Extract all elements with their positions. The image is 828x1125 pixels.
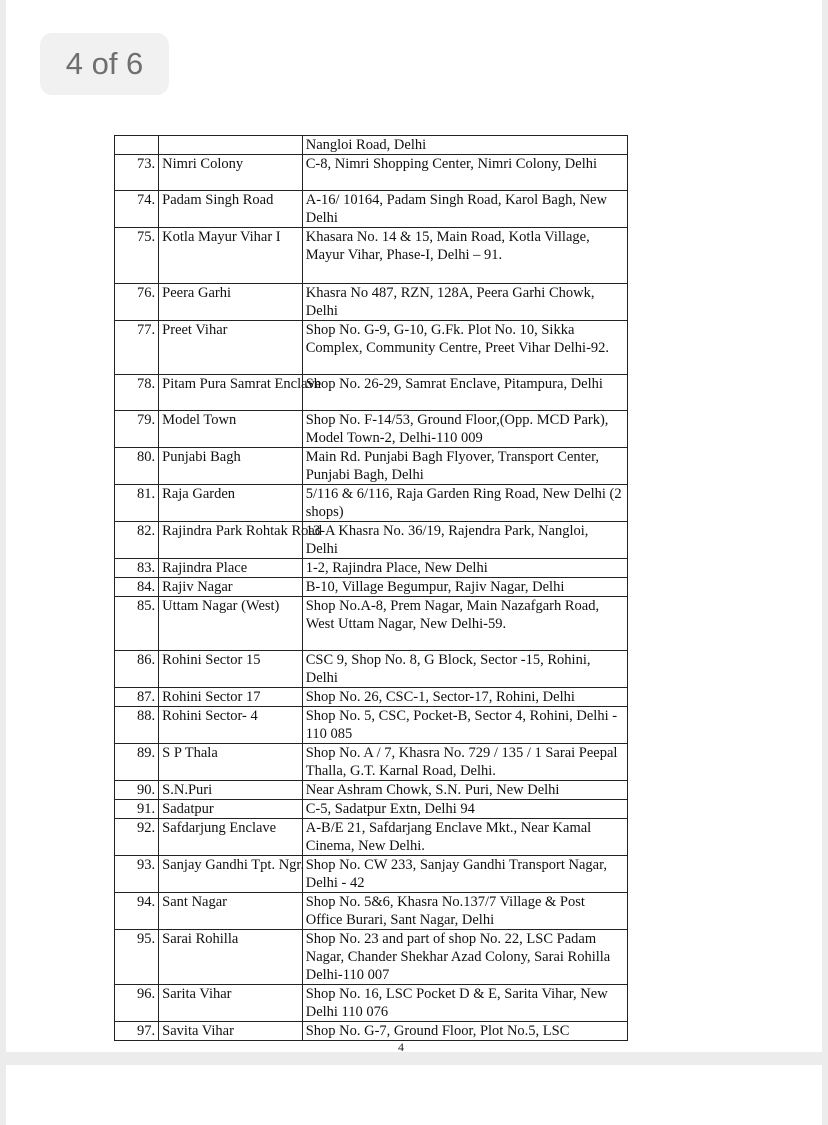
serial-number-cell bbox=[115, 136, 159, 155]
table-row bbox=[115, 321, 628, 375]
location-cell: Sarita Vihar bbox=[159, 985, 303, 1022]
location-cell: Uttam Nagar (West) bbox=[159, 597, 303, 651]
address-cell: C-8, Nimri Shopping Center, Nimri Colony, Delhi bbox=[302, 155, 627, 191]
address-cell: 13-A Khasra No. 36/19, Rajendra Park, Nangloi, Delhi bbox=[302, 522, 627, 559]
location-cell: Raja Garden bbox=[159, 485, 303, 522]
address-cell: Shop No. 26-29, Samrat Enclave, Pitampura, Delhi bbox=[302, 375, 627, 411]
serial-number-cell: 75. bbox=[115, 228, 159, 284]
table-row bbox=[115, 228, 628, 284]
address-cell: A-B/E 21, Safdarjang Enclave Mkt., Near Kamal Cinema, New Delhi. bbox=[302, 819, 627, 856]
serial-number-cell: 82. bbox=[115, 522, 159, 559]
serial-number-cell: 92. bbox=[115, 819, 159, 856]
location-cell: Safdarjung Enclave bbox=[159, 819, 303, 856]
serial-number-cell: 83. bbox=[115, 559, 159, 578]
address-cell: Near Ashram Chowk, S.N. Puri, New Delhi bbox=[302, 781, 627, 800]
serial-number-cell: 84. bbox=[115, 578, 159, 597]
location-cell: Preet Vihar bbox=[159, 321, 303, 375]
location-cell bbox=[159, 136, 303, 155]
location-cell: Model Town bbox=[159, 411, 303, 448]
location-cell: Rohini Sector 17 bbox=[159, 688, 303, 707]
table-row bbox=[115, 651, 628, 688]
table-row bbox=[115, 578, 628, 597]
address-cell: B-10, Village Begumpur, Rajiv Nagar, Delhi bbox=[302, 578, 627, 597]
shop-list-table bbox=[114, 135, 628, 1041]
page-indicator: 4 of 6 bbox=[40, 33, 169, 95]
serial-number-cell: 81. bbox=[115, 485, 159, 522]
table-row bbox=[115, 688, 628, 707]
location-cell: Padam Singh Road bbox=[159, 191, 303, 228]
table-row bbox=[115, 375, 628, 411]
address-cell: Khasra No 487, RZN, 128A, Peera Garhi Chowk, Delhi bbox=[302, 284, 627, 321]
table-row bbox=[115, 411, 628, 448]
location-cell: Sadatpur bbox=[159, 800, 303, 819]
serial-number-cell: 79. bbox=[115, 411, 159, 448]
serial-number-cell: 77. bbox=[115, 321, 159, 375]
location-cell: Punjabi Bagh bbox=[159, 448, 303, 485]
table-row bbox=[115, 522, 628, 559]
page-number: 4 bbox=[398, 1040, 404, 1054]
table-row bbox=[115, 136, 628, 155]
table-row bbox=[115, 191, 628, 228]
address-cell: Shop No. 5&6, Khasra No.137/7 Village & Post Office Burari, Sant Nagar, Delhi bbox=[302, 893, 627, 930]
serial-number-cell: 74. bbox=[115, 191, 159, 228]
location-cell: Rajiv Nagar bbox=[159, 578, 303, 597]
serial-number-cell: 96. bbox=[115, 985, 159, 1022]
table-row bbox=[115, 485, 628, 522]
location-cell: Pitam Pura Samrat Enclave bbox=[159, 375, 303, 411]
address-cell: Khasara No. 14 & 15, Main Road, Kotla Village, Mayur Vihar, Phase-I, Delhi – 91. bbox=[302, 228, 627, 284]
serial-number-cell: 89. bbox=[115, 744, 159, 781]
table-row bbox=[115, 781, 628, 800]
table-row bbox=[115, 930, 628, 985]
table-row bbox=[115, 559, 628, 578]
address-cell: Shop No. 23 and part of shop No. 22, LSC Padam Nagar, Chander Shekhar Azad Colony, Sarai Rohilla Delhi-110 007 bbox=[302, 930, 627, 985]
location-cell: Sant Nagar bbox=[159, 893, 303, 930]
serial-number-cell: 88. bbox=[115, 707, 159, 744]
address-cell: Nangloi Road, Delhi bbox=[302, 136, 627, 155]
table-row bbox=[115, 856, 628, 893]
address-cell: Shop No. CW 233, Sanjay Gandhi Transport Nagar, Delhi - 42 bbox=[302, 856, 627, 893]
location-cell: Savita Vihar bbox=[159, 1022, 303, 1041]
location-cell: Sanjay Gandhi Tpt. Ngr. bbox=[159, 856, 303, 893]
table-row bbox=[115, 448, 628, 485]
address-cell: 5/116 & 6/116, Raja Garden Ring Road, New Delhi (2 shops) bbox=[302, 485, 627, 522]
serial-number-cell: 76. bbox=[115, 284, 159, 321]
address-cell: CSC 9, Shop No. 8, G Block, Sector -15, Rohini, Delhi bbox=[302, 651, 627, 688]
location-cell: Rohini Sector 15 bbox=[159, 651, 303, 688]
serial-number-cell: 86. bbox=[115, 651, 159, 688]
address-cell: Main Rd. Punjabi Bagh Flyover, Transport Center, Punjabi Bagh, Delhi bbox=[302, 448, 627, 485]
table-row bbox=[115, 800, 628, 819]
serial-number-cell: 80. bbox=[115, 448, 159, 485]
serial-number-cell: 94. bbox=[115, 893, 159, 930]
location-cell: Kotla Mayur Vihar I bbox=[159, 228, 303, 284]
table-row bbox=[115, 1022, 628, 1041]
address-cell: Shop No.A-8, Prem Nagar, Main Nazafgarh Road, West Uttam Nagar, New Delhi-59. bbox=[302, 597, 627, 651]
table-row bbox=[115, 985, 628, 1022]
location-cell: S.N.Puri bbox=[159, 781, 303, 800]
address-cell: 1-2, Rajindra Place, New Delhi bbox=[302, 559, 627, 578]
address-cell: Shop No. 5, CSC, Pocket-B, Sector 4, Rohini, Delhi - 110 085 bbox=[302, 707, 627, 744]
table-row bbox=[115, 155, 628, 191]
table-row bbox=[115, 744, 628, 781]
table-row bbox=[115, 284, 628, 321]
address-cell: Shop No. 16, LSC Pocket D & E, Sarita Vihar, New Delhi 110 076 bbox=[302, 985, 627, 1022]
serial-number-cell: 91. bbox=[115, 800, 159, 819]
address-cell: C-5, Sadatpur Extn, Delhi 94 bbox=[302, 800, 627, 819]
serial-number-cell: 93. bbox=[115, 856, 159, 893]
address-cell: Shop No. A / 7, Khasra No. 729 / 135 / 1 Sarai Peepal Thalla, G.T. Karnal Road, Delhi. bbox=[302, 744, 627, 781]
address-cell: Shop No. G-9, G-10, G.Fk. Plot No. 10, Sikka Complex, Community Centre, Preet Vihar Delhi-92. bbox=[302, 321, 627, 375]
serial-number-cell: 97. bbox=[115, 1022, 159, 1041]
serial-number-cell: 73. bbox=[115, 155, 159, 191]
table-row bbox=[115, 893, 628, 930]
address-cell: A-16/ 10164, Padam Singh Road, Karol Bagh, New Delhi bbox=[302, 191, 627, 228]
address-cell: Shop No. F-14/53, Ground Floor,(Opp. MCD Park), Model Town-2, Delhi-110 009 bbox=[302, 411, 627, 448]
table-row bbox=[115, 707, 628, 744]
location-cell: Rohini Sector- 4 bbox=[159, 707, 303, 744]
location-cell: Nimri Colony bbox=[159, 155, 303, 191]
address-cell: Shop No. 26, CSC-1, Sector-17, Rohini, Delhi bbox=[302, 688, 627, 707]
serial-number-cell: 90. bbox=[115, 781, 159, 800]
location-cell: Rajindra Place bbox=[159, 559, 303, 578]
location-cell: Rajindra Park Rohtak Road bbox=[159, 522, 303, 559]
serial-number-cell: 95. bbox=[115, 930, 159, 985]
serial-number-cell: 78. bbox=[115, 375, 159, 411]
location-cell: S P Thala bbox=[159, 744, 303, 781]
address-cell: Shop No. G-7, Ground Floor, Plot No.5, LSC bbox=[302, 1022, 627, 1041]
serial-number-cell: 85. bbox=[115, 597, 159, 651]
serial-number-cell: 87. bbox=[115, 688, 159, 707]
next-document-page bbox=[6, 1065, 822, 1125]
location-cell: Sarai Rohilla bbox=[159, 930, 303, 985]
table-row bbox=[115, 819, 628, 856]
table-row bbox=[115, 597, 628, 651]
location-cell: Peera Garhi bbox=[159, 284, 303, 321]
